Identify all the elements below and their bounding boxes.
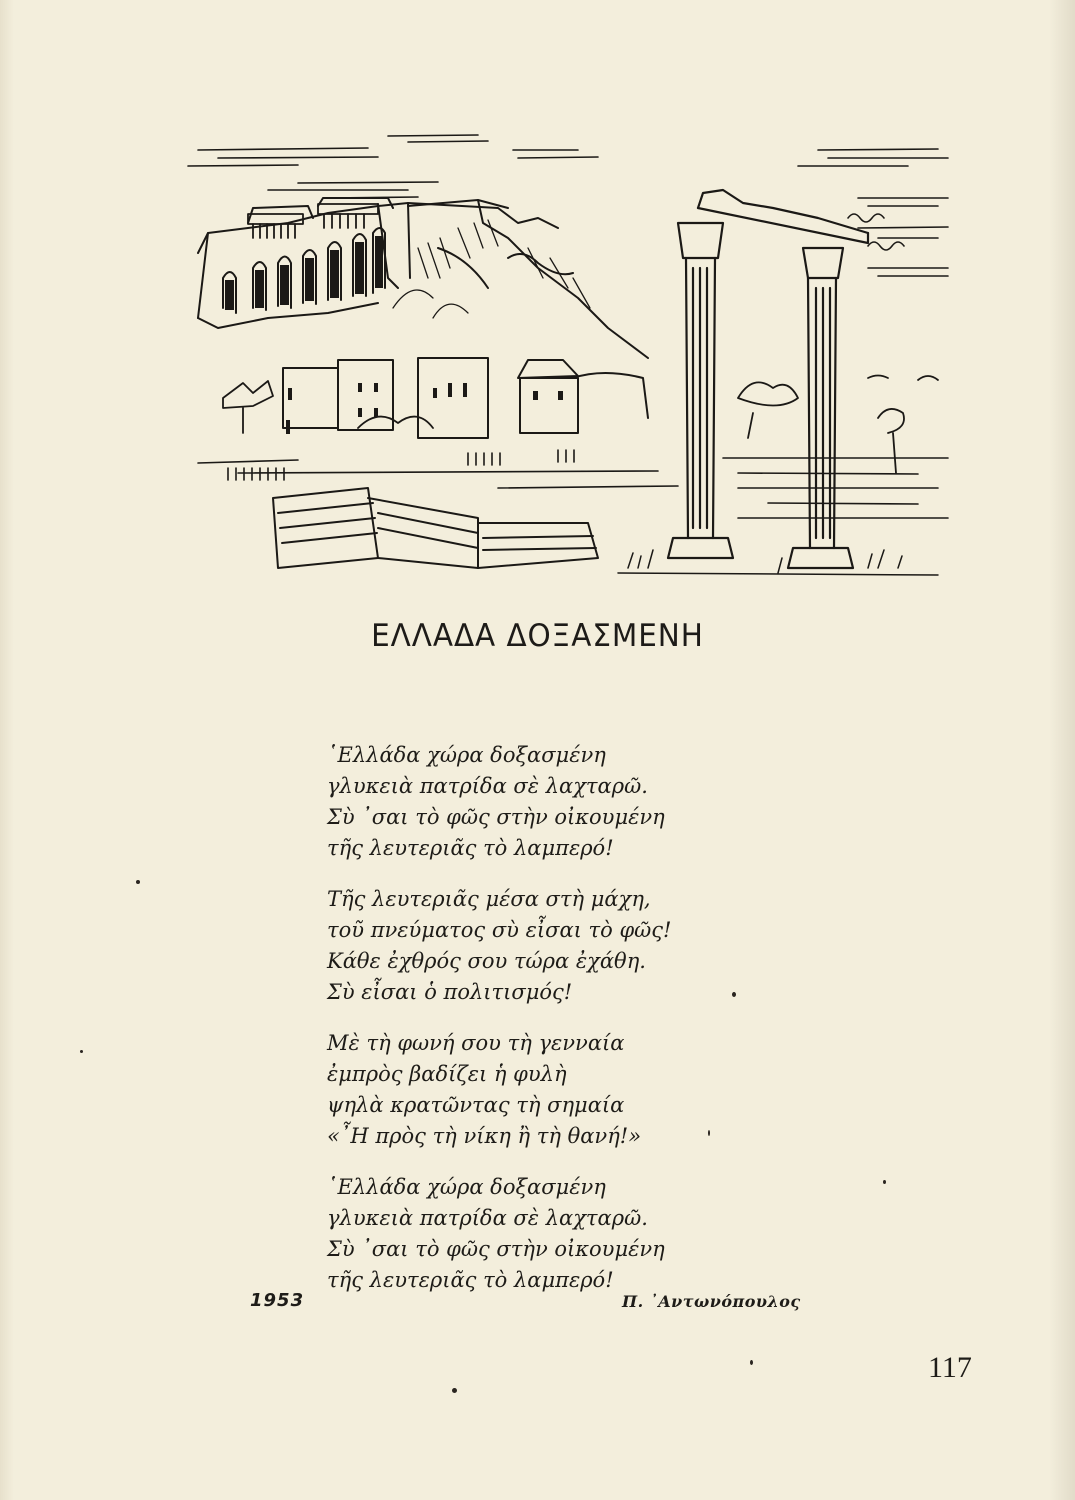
scan-speck bbox=[750, 1360, 753, 1365]
poem-line: ῾Ελλάδα χώρα δοξασμένη bbox=[327, 743, 606, 767]
rock-hatching bbox=[393, 220, 590, 318]
poem-stanza-4 bbox=[327, 1172, 847, 1296]
scan-speck bbox=[452, 1388, 457, 1393]
scan-speck bbox=[136, 880, 140, 884]
poem-line: ῾Ελλάδα χώρα δοξασμένη bbox=[327, 1175, 606, 1199]
page-edge-shadow bbox=[1049, 0, 1075, 1500]
poem-line: Σὺ ᾿σαι τὸ φῶς στὴν οἰκουμένη bbox=[327, 1237, 665, 1261]
poem-line: Κάθε ἐχθρός σου τώρα ἐχάθη. bbox=[327, 949, 646, 973]
poem-line: γλυκειὰ πατρίδα σὲ λαχταρῶ. bbox=[327, 774, 648, 798]
acropolis-illustration bbox=[178, 128, 950, 584]
temple-columns bbox=[668, 190, 868, 568]
poem-line: Τῆς λευτεριᾶς μέσα στὴ μάχη, bbox=[327, 887, 651, 911]
page-gutter-shadow bbox=[0, 0, 14, 1500]
poem-line: γλυκειὰ πατρίδα σὲ λαχταρῶ. bbox=[327, 1206, 648, 1230]
poem-author: Π. ᾿Αντωνόπουλος bbox=[622, 1292, 801, 1311]
poem-line: ψηλὰ κρατῶντας τὴ σημαία bbox=[327, 1093, 625, 1117]
scan-speck bbox=[708, 1130, 710, 1136]
fallen-column-drums bbox=[273, 488, 598, 568]
poem-line: τῆς λευτεριᾶς τὸ λαμπερό! bbox=[327, 836, 614, 860]
poem-line: Μὲ τὴ φωνή σου τὴ γενναία bbox=[327, 1031, 625, 1055]
house-windows bbox=[286, 383, 563, 434]
scan-speck bbox=[883, 1180, 886, 1184]
poem-line: Σὺ εἶσαι ὁ πολιτισμός! bbox=[327, 980, 573, 1004]
poem-line: Σὺ ᾿σαι τὸ φῶς στὴν οἰκουμένη bbox=[327, 805, 665, 829]
poem-line: «῏Η πρὸς τὴ νίκη ἢ τὴ θανή!» bbox=[327, 1124, 642, 1148]
poem-stanza-2 bbox=[327, 884, 847, 1008]
poem-line: τοῦ πνεύματος σὺ εἶσαι τὸ φῶς! bbox=[327, 918, 672, 942]
poem-year: 1953 bbox=[250, 1290, 305, 1311]
foreground-grass bbox=[618, 550, 938, 575]
scan-speck bbox=[80, 1050, 83, 1053]
poem-stanza-3 bbox=[327, 1028, 847, 1152]
poem-line: ἐμπρὸς βαδίζει ἡ φυλὴ bbox=[327, 1062, 567, 1086]
scan-speck bbox=[732, 992, 736, 997]
poem-stanza-1 bbox=[327, 740, 847, 864]
houses bbox=[283, 358, 648, 438]
poem-body bbox=[327, 740, 847, 1316]
poem-line: τῆς λευτεριᾶς τὸ λαμπερό! bbox=[327, 1268, 614, 1292]
page-number: 117 bbox=[928, 1351, 972, 1384]
poem-title: ΕΛΛΑΔΑ ΔΟΞΑΣΜΕΝΗ bbox=[371, 618, 704, 654]
